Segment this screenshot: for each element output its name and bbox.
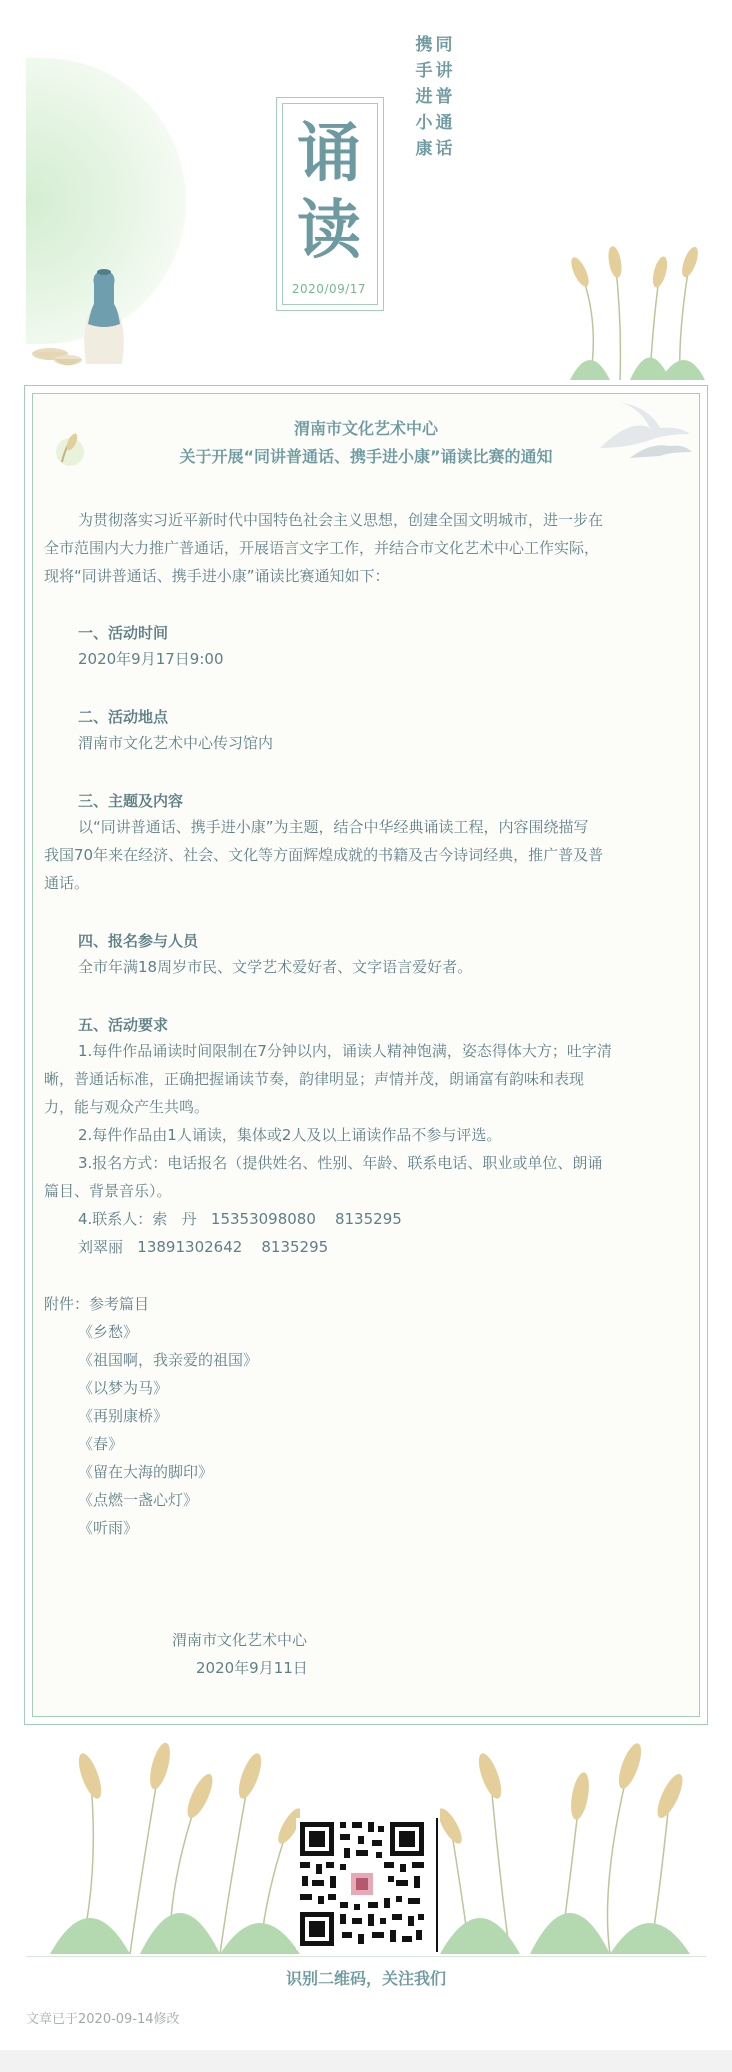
attachment-list	[78, 1318, 258, 1542]
section-text-theme	[44, 813, 686, 897]
section-text-time: 2020年9月17日9:00	[78, 650, 224, 668]
intro-line: 为贯彻落实习近平新时代中国特色社会主义思想，创建全国文明城市，进一步在	[78, 511, 604, 529]
section-heading-requirements: 五、活动要求	[78, 1016, 169, 1034]
attachment-item: 《再别康桥》	[78, 1407, 169, 1425]
section-heading-theme: 三、主题及内容	[78, 792, 184, 810]
section-heading-place: 二、活动地点	[78, 708, 169, 726]
qr-code-image[interactable]	[296, 1818, 428, 1950]
section-heading-time: 一、活动时间	[78, 624, 169, 642]
requirement-line: 篇目、背景音乐）。	[44, 1182, 172, 1200]
section-text-requirements	[44, 1037, 686, 1261]
attachment-item: 《春》	[78, 1435, 124, 1453]
letter-org-heading: 渭南市文化艺术中心	[293, 419, 438, 438]
attachment-item: 《点燃一盏心灯》	[78, 1491, 199, 1509]
modified-note: 文章已于2020-09-14修改	[26, 2012, 180, 2027]
page-bottom-bar	[0, 2050, 732, 2072]
requirement-line: 刘翠丽 13891302642 8135295	[78, 1238, 329, 1256]
requirement-line: 晰，普通话标准，正确把握诵读节奏，韵律明显；声情并茂，朗诵富有韵味和表现	[44, 1070, 585, 1088]
requirement-line: 1.每件作品诵读时间限制在7分钟以内，诵读人精神饱满，姿态得体大方；吐字清	[78, 1042, 612, 1060]
reed-illustration-bottom-left	[50, 1732, 300, 1954]
theme-line: 以“同讲普通话、携手进小康”为主题，结合中华经典诵读工程，内容围绕描写	[78, 818, 589, 836]
attachment-item: 《乡愁》	[78, 1323, 139, 1341]
wine-bottle-illustration	[28, 264, 124, 374]
title-char-du: 读	[297, 194, 361, 268]
qr-divider	[436, 1818, 438, 1952]
attachment-label: 附件：参考篇目	[44, 1295, 150, 1313]
requirement-line: 力，能与观众产生共鸣。	[44, 1098, 210, 1116]
letter-title: 关于开展“同讲普通话、携手进小康”诵读比赛的通知	[179, 447, 553, 466]
attachment-item: 《留在大海的脚印》	[78, 1463, 214, 1481]
slogan-column-2	[434, 32, 454, 162]
intro-line: 全市范围内大力推广普通话，开展语言文字工作，并结合市文化艺术中心工作实际，	[44, 539, 600, 557]
reed-illustration-top-right	[560, 240, 710, 380]
intro-line: 现将“同讲普通话、携手进小康”诵读比赛通知如下：	[44, 567, 390, 585]
slogan-char: 小	[415, 113, 433, 133]
slogan-char: 携	[415, 35, 433, 55]
slogan-char: 进	[415, 87, 433, 107]
slogan-char: 话	[435, 139, 453, 159]
signature-org: 渭南市文化艺术中心	[172, 1631, 308, 1649]
requirement-line: 4.联系人：索 丹 15353098080 8135295	[78, 1210, 402, 1228]
section-text-place: 渭南市文化艺术中心传习馆内	[78, 734, 274, 752]
section-text-participants: 全市年满18周岁市民、文学艺术爱好者、文字语言爱好者。	[78, 958, 473, 976]
theme-line: 我国70年来在经济、社会、文化等方面辉煌成就的书籍及古今诗词经典，推广普及普	[44, 846, 604, 864]
section-heading-participants: 四、报名参与人员	[78, 932, 199, 950]
reed-illustration-bottom-right	[440, 1732, 690, 1954]
slogan-char: 讲	[435, 61, 453, 81]
slogan-char: 同	[435, 35, 453, 55]
attachment-item: 《以梦为马》	[78, 1379, 169, 1397]
qr-caption: 识别二维码，关注我们	[285, 1969, 446, 1988]
slogan-char: 通	[435, 113, 453, 133]
attachment-item: 《祖国啊，我亲爱的祖国》	[78, 1351, 259, 1369]
requirement-line: 3.报名方式：电话报名（提供姓名、性别、年龄、联系电话、职业或单位、朗诵	[78, 1154, 603, 1172]
title-char-song: 诵	[297, 117, 361, 191]
footer-rule	[26, 1956, 706, 1957]
theme-line: 通话。	[44, 874, 90, 892]
slogan-char: 康	[415, 139, 433, 159]
slogan-char: 手	[415, 61, 433, 81]
signature-date: 2020年9月11日	[196, 1659, 308, 1677]
intro-paragraph	[44, 506, 686, 590]
attachment-item: 《听雨》	[78, 1519, 139, 1537]
requirement-line: 2.每件作品由1人诵读，集体或2人及以上诵读作品不参与评选。	[78, 1126, 502, 1144]
slogan-column-1	[414, 32, 434, 162]
header-date: 2020/09/17	[291, 282, 367, 296]
slogan-char: 普	[435, 87, 453, 107]
